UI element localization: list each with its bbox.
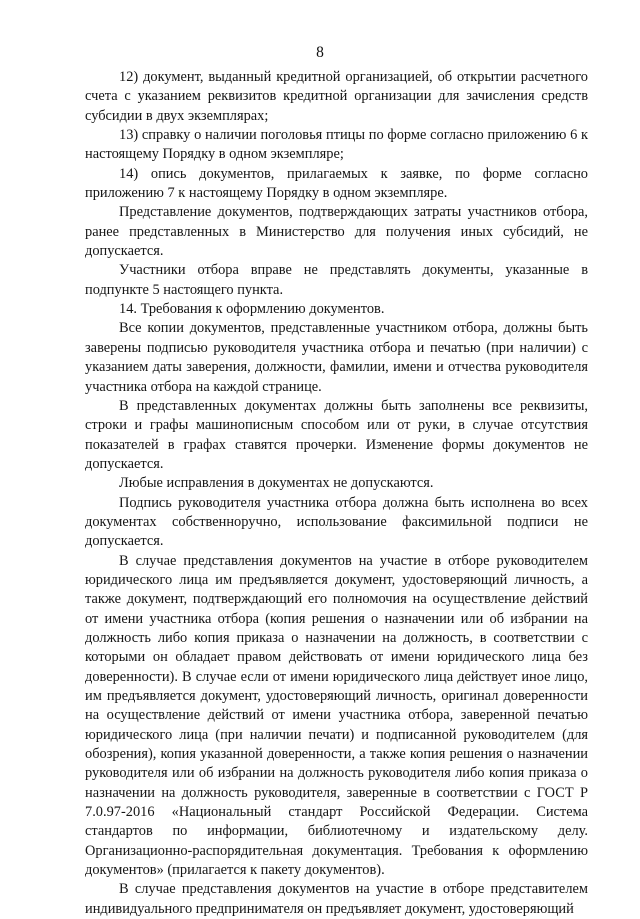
paragraph-prior-documents: Представление документов, подтверждающих затраты участников отбора, ранее представленных в Министерство для получения иных субсидий, не допускается. xyxy=(85,204,588,260)
paragraph-item-14: 14) опись документов, прилагаемых к заявке, по форме согласно приложению 7 к настоящему Порядку в одном экземпляре. xyxy=(85,165,588,202)
paragraph-optional-documents: Участники отбора вправе не представлять документы, указанные в подпункте 5 настоящего пункта. xyxy=(85,262,588,298)
paragraph-entrepreneur-representation: В случае представления документов на участие в отборе представителем индивидуального предпринимателя он предъявляет документ, удостоверяющий xyxy=(85,881,588,917)
paragraph-item-12: 12) документ, выданный кредитной организацией, об открытии расчетного счета с указанием реквизитов кредитной организации для зачисления средств субсидии в двух экземплярах; xyxy=(85,69,588,124)
paragraph-legal-entity-representation: В случае представления документов на участие в отборе руководителем юридического лица им предъявляется документ, удостоверяющий личность, а также документ, подтверждающий его полномочия на осуществление действий от имени участника отбора (копия решения о назначении или об избрании на должность либо копия приказа о назначении на должность, в соответствии с которыми он обладает правом действовать от имени юридического лица без доверенности). В случае если от имени юридического лица действует иное лицо, им предъявляется документ, удостоверяющий личность, оригинал доверенности на осуществление действий от имени участника отбора, заверенной печатью юридического лица (при наличии печати) и подписанной руководителем (для обозрения), копия указанной доверенности, а также копия решения о назначении руководителя или об избрании на должность руководителя либо копия приказа о назначении на должность руководителя, заверенные в соответствии с ГОСТ Р 7.0.97-2016 «Национальный стандарт Российской Федерации. Система стандартов по информации, библиотечному и издательскому делу. Организационно-распорядительная документация. Требования к оформлению документов» (прилагается к пакету документов). xyxy=(85,552,588,879)
page-number: 8 xyxy=(316,44,324,61)
document-body xyxy=(85,68,588,919)
paragraph-corrections: Любые исправления в документах не допускаются. xyxy=(119,475,434,492)
paragraph-requisites: В представленных документах должны быть заполнены все реквизиты, строки и графы машинописным способом или от руки, в случае отсутствия показателей в графах ставятся прочерки. Изменение формы документов не допускается. xyxy=(85,397,588,472)
section-heading-requirements: 14. Требования к оформлению документов. xyxy=(119,301,385,318)
paragraph-signature: Подпись руководителя участника отбора должна быть исполнена во всех документах собственноручно, использование факсимильной подписи не допускается. xyxy=(85,494,588,550)
paragraph-item-13: 13) справку о наличии поголовья птицы по форме согласно приложению 6 к настоящему Порядку в одном экземпляре; xyxy=(85,127,588,163)
paragraph-copies-certification: Все копии документов, представленные участником отбора, должны быть заверены подписью руководителя участника отбора и печатью (при наличии) с указанием даты заверения, должности, фамилии, имени и отчества руководителя участника отбора на каждой странице. xyxy=(85,320,588,395)
